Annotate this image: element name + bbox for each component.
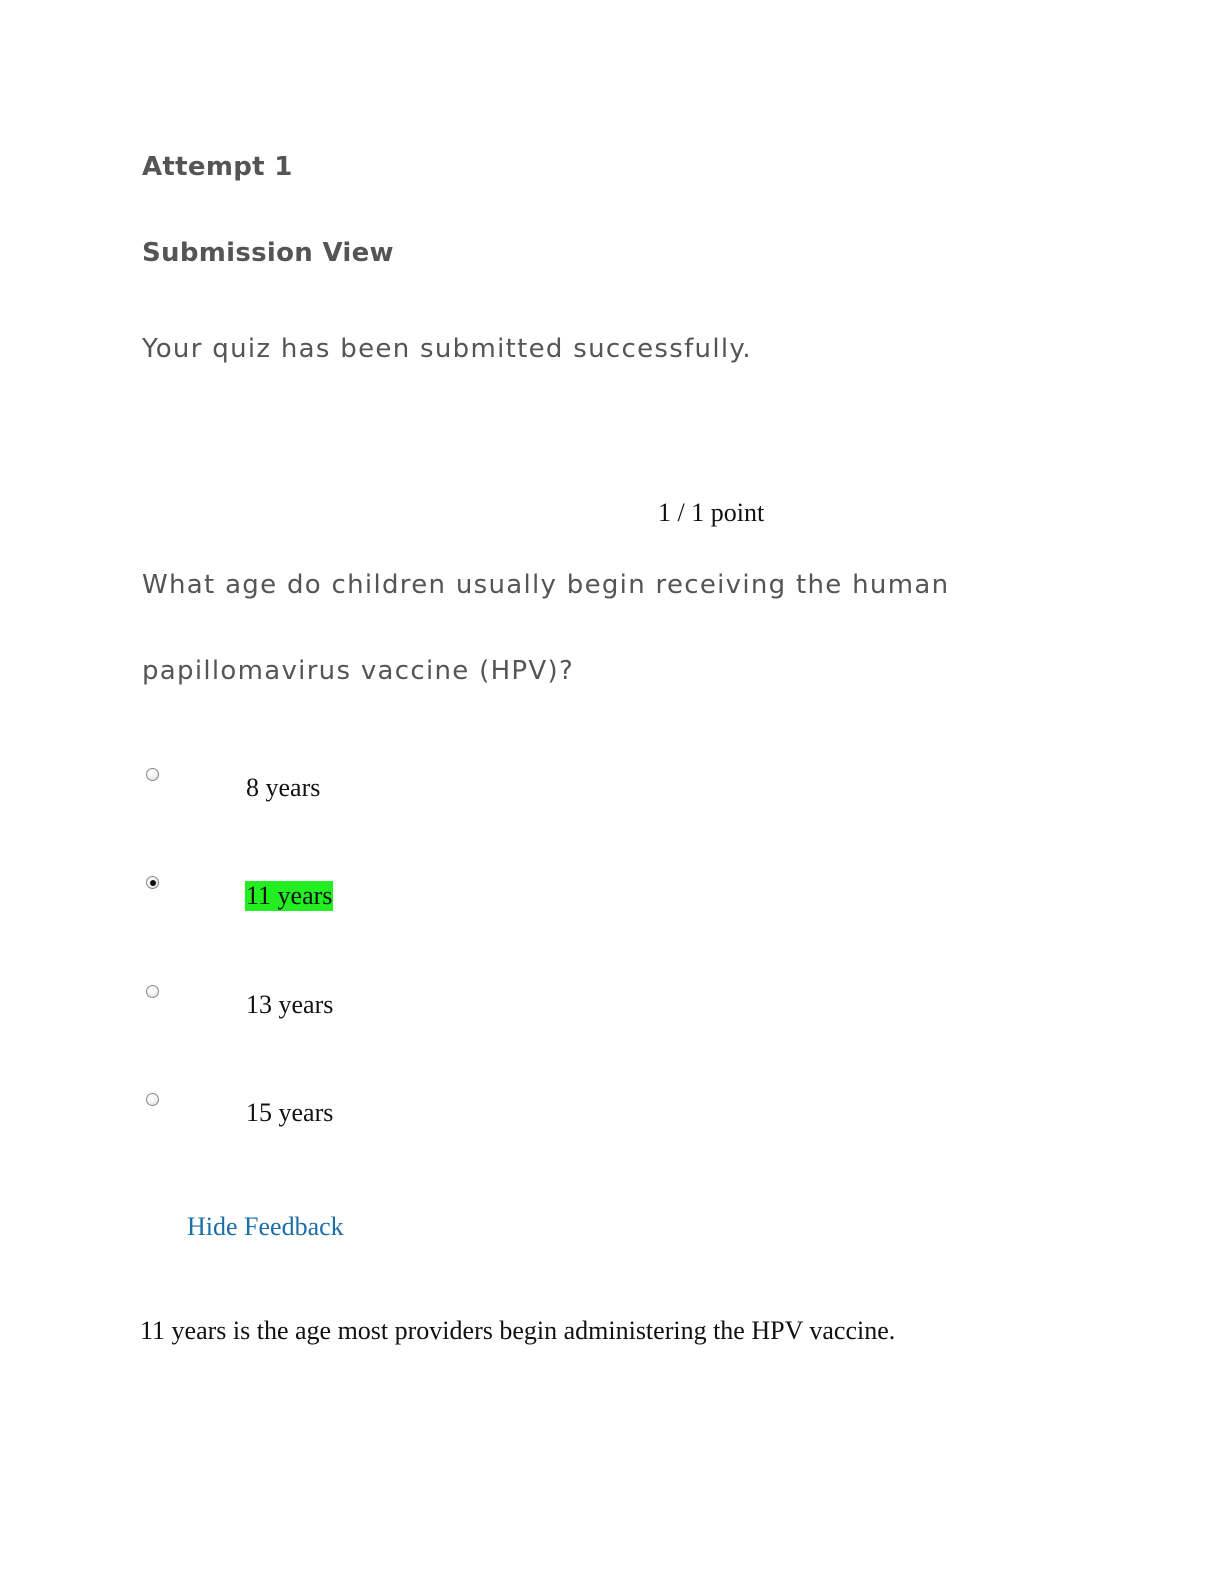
- feedback-text: 11 years is the age most providers begin administering the HPV vaccine.: [140, 1316, 896, 1345]
- radio-button-11-years[interactable]: [146, 876, 159, 889]
- submission-confirmation-message: Your quiz has been submitted successfully.: [142, 334, 752, 364]
- radio-button-13-years[interactable]: [146, 985, 159, 998]
- question-text-line-2: papillomavirus vaccine (HPV)?: [142, 656, 575, 686]
- option-label-11-years-correct: 11 years: [246, 881, 333, 910]
- option-label-8-years: 8 years: [246, 773, 321, 802]
- attempt-title: Attempt 1: [142, 152, 293, 182]
- option-label-13-years: 13 years: [246, 990, 334, 1019]
- radio-button-15-years[interactable]: [146, 1093, 159, 1106]
- question-points: 1 / 1 point: [658, 498, 765, 527]
- radio-button-8-years[interactable]: [146, 768, 159, 781]
- hide-feedback-link[interactable]: Hide Feedback: [187, 1212, 344, 1241]
- question-text-line-1: What age do children usually begin receiving the human: [142, 570, 950, 600]
- submission-view-title: Submission View: [142, 238, 394, 268]
- option-label-15-years: 15 years: [246, 1098, 334, 1127]
